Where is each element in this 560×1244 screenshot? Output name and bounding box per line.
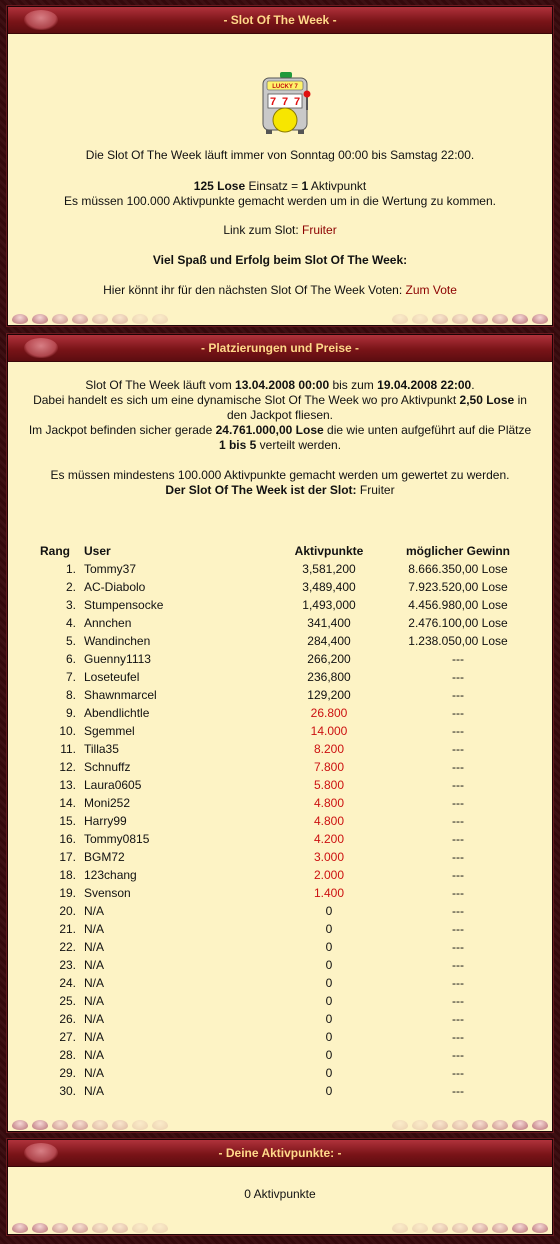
user-cell: N/A: [84, 1066, 105, 1080]
prize-cell: ---: [452, 994, 464, 1008]
user-cell: N/A: [84, 904, 105, 918]
rank-cell: 23.: [59, 958, 76, 972]
heart-decoration-icon: [24, 10, 58, 30]
table-row: [40, 758, 532, 776]
prize-cell: ---: [452, 652, 464, 666]
table-row: [40, 938, 532, 956]
points-cell: 0: [325, 994, 333, 1008]
points-cell: 26.800: [310, 706, 348, 720]
user-cell: Laura0605: [84, 778, 142, 792]
user-cell: N/A: [84, 1048, 105, 1062]
user-cell: Stumpensocke: [84, 598, 164, 612]
jackpot-suffix: verteilt werden.: [256, 438, 342, 452]
prize-cell: ---: [452, 1066, 464, 1080]
prize-cell: ---: [452, 868, 464, 882]
stake-lose: 125 Lose: [193, 179, 246, 193]
rankings-panel: [7, 334, 553, 1132]
user-cell: Sgemmel: [84, 724, 135, 738]
rank-cell: 12.: [59, 760, 76, 774]
panel-body: [8, 1167, 552, 1235]
user-cell: Tommy0815: [84, 832, 150, 846]
table-row: [40, 596, 532, 614]
user-cell: Loseteufel: [84, 670, 140, 684]
hearts-left-decoration: [12, 314, 168, 324]
table-row: [40, 956, 532, 974]
prize-cell: ---: [452, 886, 464, 900]
table-row: [40, 632, 532, 650]
points-cell: 0: [325, 1030, 333, 1044]
points-cell: 0: [325, 1048, 333, 1062]
rank-cell: 27.: [59, 1030, 76, 1044]
prize-cell: ---: [452, 832, 464, 846]
table-row: [40, 974, 532, 992]
period-mid: bis zum: [329, 378, 378, 392]
slot-name-line: [24, 483, 536, 498]
heart-decoration-icon: [24, 1143, 58, 1163]
rank-cell: 15.: [59, 814, 76, 828]
prize-cell: 1.238.050,00 Lose: [408, 634, 508, 648]
points-cell: 4.800: [313, 814, 345, 828]
period-start: 13.04.2008 00:00: [235, 378, 330, 392]
points-cell: 0: [325, 922, 333, 936]
rank-cell: 19.: [59, 886, 76, 900]
slot-machine-icon: [260, 72, 312, 134]
points-cell: 5.800: [313, 778, 345, 792]
hearts-footer: [8, 1118, 552, 1132]
points-cell: 0: [325, 976, 333, 990]
prize-cell: ---: [452, 778, 464, 792]
hearts-left-decoration: [12, 1120, 168, 1130]
rank-cell: 3.: [65, 598, 76, 612]
col-user-header: User: [84, 544, 111, 558]
prize-cell: ---: [452, 850, 464, 864]
requirement-text: Es müssen 100.000 Aktivpunkte gemacht werden um in die Wertung zu kommen.: [63, 194, 496, 208]
points-cell: 3,581,200: [302, 562, 356, 576]
user-cell: N/A: [84, 1030, 105, 1044]
user-cell: BGM72: [84, 850, 125, 864]
points-cell: 4.200: [313, 832, 345, 846]
points-cell: 0: [325, 1066, 333, 1080]
prize-cell: ---: [452, 688, 464, 702]
rank-cell: 26.: [59, 1012, 76, 1026]
table-row: [40, 848, 532, 866]
table-row: [40, 884, 532, 902]
good-luck-text: [8, 253, 552, 267]
points-cell: 341,400: [307, 616, 351, 630]
rank-cell: 8.: [65, 688, 76, 702]
panel-body: [8, 34, 552, 326]
panel-title: - Slot Of The Week -: [223, 13, 337, 27]
rank-cell: 25.: [59, 994, 76, 1008]
user-cell: Wandinchen: [84, 634, 151, 648]
hearts-right-decoration: [392, 1120, 548, 1130]
minimum-line: Es müssen mindestens 100.000 Aktivpunkte gemacht werden um gewertet zu werden.: [50, 468, 510, 482]
svg-text:7: 7: [281, 96, 289, 108]
svg-text:7: 7: [269, 96, 277, 108]
dynamic-suffix: in den Jackpot fliesen.: [226, 393, 527, 422]
hearts-footer: [8, 1221, 552, 1235]
rank-cell: 16.: [59, 832, 76, 846]
user-cell: N/A: [84, 922, 105, 936]
prize-cell: ---: [452, 742, 464, 756]
stake-points: 1: [301, 179, 309, 193]
table-row: [40, 578, 532, 596]
panel-header: [8, 335, 552, 362]
schedule-text: Die Slot Of The Week läuft immer von Sonntag 00:00 bis Samstag 22:00.: [85, 148, 475, 162]
user-cell: Svenson: [84, 886, 131, 900]
info-paragraph: [24, 378, 536, 498]
user-cell: Abendlichtle: [84, 706, 150, 720]
table-row: [40, 992, 532, 1010]
rank-cell: 17.: [59, 850, 76, 864]
period-suffix: .: [471, 378, 475, 392]
rank-cell: 2.: [65, 580, 76, 594]
user-cell: Schnuffz: [84, 760, 131, 774]
rank-cell: 20.: [59, 904, 76, 918]
vote-link[interactable]: Zum Vote: [405, 283, 457, 297]
stake-equals: Einsatz =: [245, 179, 302, 193]
points-cell: 0: [325, 904, 333, 918]
rank-cell: 14.: [59, 796, 76, 810]
user-cell: 123chang: [84, 868, 137, 882]
prize-cell: ---: [452, 724, 464, 738]
my-points-value: 0 Aktivpunkte: [244, 1187, 316, 1201]
points-cell: 284,400: [307, 634, 351, 648]
prize-cell: ---: [452, 976, 464, 990]
rank-cell: 18.: [59, 868, 76, 882]
prize-cell: ---: [452, 1048, 464, 1062]
prize-cell: ---: [452, 796, 464, 810]
prize-cell: ---: [452, 670, 464, 684]
points-cell: 0: [325, 1012, 333, 1026]
svg-text:7: 7: [293, 96, 301, 108]
table-row: [40, 722, 532, 740]
points-cell: 14.000: [310, 724, 348, 738]
col-rank-header: Rang: [40, 544, 70, 558]
rank-cell: 6.: [65, 652, 76, 666]
jackpot-places: 1 bis 5: [218, 438, 257, 452]
user-cell: N/A: [84, 958, 105, 972]
panel-body: [8, 362, 552, 1132]
points-cell: 236,800: [307, 670, 351, 684]
rank-cell: 11.: [60, 742, 76, 756]
table-row: [40, 1046, 532, 1064]
points-cell: 7.800: [313, 760, 345, 774]
good-luck-bold: Viel Spaß und Erfolg beim Slot Of The Week:: [152, 253, 408, 267]
prize-cell: 2.476.100,00 Lose: [408, 616, 508, 630]
jackpot-amount: 24.761.000,00 Lose: [215, 423, 324, 437]
table-row: [40, 560, 532, 578]
rank-cell: 4.: [65, 616, 76, 630]
table-row: [40, 614, 532, 632]
table-row: [40, 776, 532, 794]
jackpot-prefix: Im Jackpot befinden sicher gerade: [28, 423, 216, 437]
user-cell: Annchen: [84, 616, 132, 630]
ranking-body: [40, 560, 532, 1100]
rank-cell: 30.: [59, 1084, 76, 1098]
user-cell: Tilla35: [84, 742, 119, 756]
points-cell: 2.000: [313, 868, 345, 882]
table-row: [40, 1064, 532, 1082]
user-cell: Moni252: [84, 796, 131, 810]
jackpot-mid: die wie unten aufgeführt auf die Plätze: [323, 423, 532, 437]
rank-cell: 21.: [59, 922, 76, 936]
rank-cell: 7.: [65, 670, 76, 684]
table-row: [40, 704, 532, 722]
table-row: [40, 1082, 532, 1100]
rank-cell: 10.: [59, 724, 76, 738]
table-row: [40, 650, 532, 668]
table-row: [40, 794, 532, 812]
points-cell: 1,493,000: [302, 598, 356, 612]
user-cell: N/A: [84, 994, 105, 1008]
col-points-header: Aktivpunkte: [294, 544, 364, 558]
prize-cell: ---: [452, 760, 464, 774]
prize-cell: ---: [452, 940, 464, 954]
user-cell: N/A: [84, 976, 105, 990]
hearts-left-decoration: [12, 1223, 168, 1233]
points-cell: 4.800: [313, 796, 345, 810]
table-row: [40, 920, 532, 938]
user-cell: Shawnmarcel: [84, 688, 157, 702]
prize-cell: ---: [452, 958, 464, 972]
lose-per-point: 2,50 Lose: [459, 393, 515, 407]
points-cell: 8.200: [313, 742, 345, 756]
user-cell: Tommy37: [84, 562, 137, 576]
rank-cell: 5.: [65, 634, 76, 648]
hearts-right-decoration: [392, 314, 548, 324]
table-row: [40, 866, 532, 884]
table-row: [40, 668, 532, 686]
user-cell: AC-Diabolo: [84, 580, 146, 594]
prize-cell: ---: [452, 1030, 464, 1044]
table-row: [40, 812, 532, 830]
slot-link-label: Link zum Slot:: [223, 223, 303, 237]
hearts-footer: [8, 312, 552, 326]
table-row: [40, 1028, 532, 1046]
user-cell: N/A: [84, 940, 105, 954]
user-cell: Guenny1113: [84, 652, 151, 666]
panel-title: - Platzierungen und Preise -: [200, 341, 360, 355]
dynamic-line: [24, 393, 536, 423]
points-cell: 3,489,400: [302, 580, 356, 594]
points-cell: 0: [325, 1084, 333, 1098]
vote-label: Hier könnt ihr für den nächsten Slot Of The Week Voten:: [103, 283, 406, 297]
points-cell: 3.000: [313, 850, 345, 864]
rank-cell: 24.: [59, 976, 76, 990]
panel-header: [8, 7, 552, 34]
prize-cell: ---: [452, 904, 464, 918]
prize-cell: ---: [452, 706, 464, 720]
prize-cell: 4.456.980,00 Lose: [408, 598, 508, 612]
ranking-header-row: [40, 542, 532, 560]
prize-cell: ---: [452, 814, 464, 828]
hearts-right-decoration: [392, 1223, 548, 1233]
period-end: 19.04.2008 22:00: [377, 378, 472, 392]
user-cell: N/A: [84, 1084, 105, 1098]
my-points-panel: [7, 1139, 553, 1235]
rank-cell: 1.: [65, 562, 76, 576]
rank-cell: 9.: [65, 706, 76, 720]
period-line: [24, 378, 536, 393]
table-row: [40, 686, 532, 704]
period-prefix: Slot Of The Week läuft vom: [85, 378, 236, 392]
points-cell: 1.400: [313, 886, 345, 900]
col-prize-header: möglicher Gewinn: [405, 544, 510, 558]
prize-cell: 8.666.350,00 Lose: [408, 562, 508, 576]
ranking-table: [40, 542, 532, 1100]
user-cell: Harry99: [84, 814, 127, 828]
panel-header: [8, 1140, 552, 1167]
slot-name-value: Fruiter: [356, 483, 395, 497]
points-cell: 0: [325, 958, 333, 972]
points-cell: 0: [325, 940, 333, 954]
slot-sign-label: LUCKY 7: [272, 84, 298, 90]
dynamic-prefix: Dabei handelt es sich um eine dynamische Slot Of The Week wo pro Aktivpunkt: [33, 393, 460, 407]
table-row: [40, 740, 532, 758]
table-row: [40, 902, 532, 920]
panel-title: - Deine Aktivpunkte: -: [218, 1146, 342, 1160]
table-row: [40, 1010, 532, 1028]
slot-of-the-week-panel: [7, 6, 553, 326]
user-cell: N/A: [84, 1012, 105, 1026]
prize-cell: ---: [452, 1012, 464, 1026]
vote-line: [8, 283, 552, 297]
prize-cell: ---: [452, 922, 464, 936]
heart-decoration-icon: [24, 338, 58, 358]
points-cell: 129,200: [307, 688, 351, 702]
rank-cell: 22.: [59, 940, 76, 954]
stake-text: [8, 179, 552, 193]
rank-cell: 13.: [59, 778, 76, 792]
rank-cell: 28.: [59, 1048, 76, 1062]
slot-name-label: Der Slot Of The Week ist der Slot:: [165, 483, 357, 497]
slot-link[interactable]: Fruiter: [302, 223, 337, 237]
slot-link-line: [8, 223, 552, 237]
prize-cell: ---: [452, 1084, 464, 1098]
table-row: [40, 830, 532, 848]
jackpot-line: [24, 423, 536, 453]
prize-cell: 7.923.520,00 Lose: [408, 580, 508, 594]
rank-cell: 29.: [59, 1066, 76, 1080]
stake-unit: Aktivpunkt: [308, 179, 367, 193]
points-cell: 266,200: [307, 652, 351, 666]
